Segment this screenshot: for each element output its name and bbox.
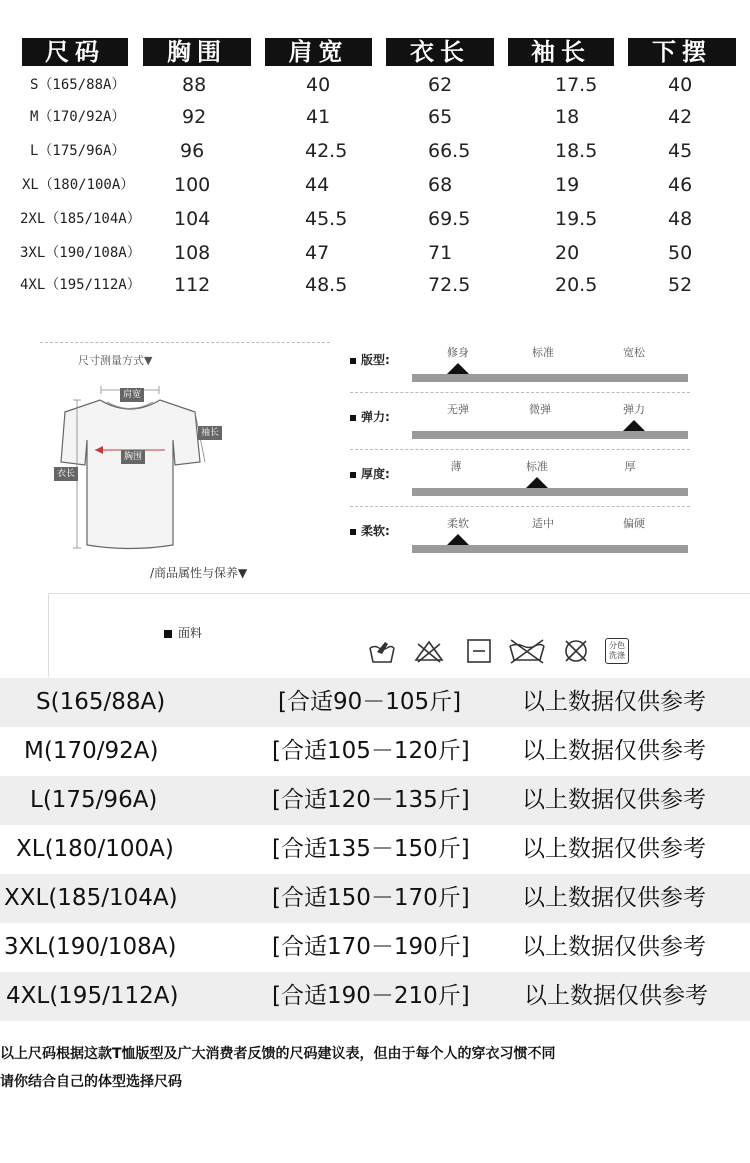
attr-name-text: 弹力:: [361, 410, 390, 424]
wash-separately-line2: 洗涤: [609, 651, 625, 660]
attr-option: 薄: [450, 460, 462, 473]
double-chevron-down-icon: ▼: [238, 566, 248, 580]
chest-cell: 92: [182, 106, 207, 128]
shoulder-cell: 44: [305, 174, 330, 196]
header-size: 尺码: [22, 38, 128, 66]
size-table: [0, 0, 750, 300]
shoulder-label: 肩宽: [120, 388, 144, 402]
table-row: [0, 100, 750, 134]
fit-range: [合适150－170斤]: [272, 885, 470, 911]
size-cell: S（165/88A）: [30, 77, 126, 93]
sleeve-label: 袖长: [198, 426, 222, 440]
attr-name: [350, 465, 390, 482]
header-shoulder: 肩宽: [265, 38, 372, 66]
header-length: 衣长: [386, 38, 494, 66]
tshirt-outline: [61, 400, 200, 549]
attr-option: 标准: [532, 346, 554, 359]
shoulder-cell: 47: [305, 242, 330, 264]
wash-separately-icon: [605, 638, 629, 664]
attr-option: 标准: [526, 460, 548, 473]
sleeve-cell: 20: [555, 242, 580, 264]
attr-option: 宽松: [623, 346, 645, 359]
square-bullet-icon: [164, 630, 172, 638]
sleeve-cell: 19.5: [555, 208, 598, 230]
fit-row: [0, 874, 750, 923]
fit-note: 以上数据仅供参考: [524, 983, 708, 1009]
fit-note: 以上数据仅供参考: [522, 689, 706, 715]
hem-cell: 40: [668, 74, 693, 96]
fit-range: [合适105－120斤]: [272, 738, 470, 764]
size-cell: 3XL（190/108A）: [20, 245, 141, 261]
length-label: 衣长: [54, 467, 78, 481]
fit-size: 4XL(195/112A): [6, 983, 179, 1009]
fabric-label: [164, 624, 202, 641]
attr-option: 修身: [447, 346, 469, 359]
attr-marker: [447, 534, 469, 545]
attr-option: 适中: [532, 517, 554, 530]
fit-size: M(170/92A): [24, 738, 159, 764]
fit-note: 以上数据仅供参考: [522, 738, 706, 764]
no-bleach-icon: [414, 638, 444, 664]
attr-row-fit: [350, 336, 690, 393]
fabric-care-box: [48, 593, 750, 677]
fabric-label-text: 面料: [178, 626, 203, 640]
chest-cell: 112: [174, 274, 211, 296]
attr-option: 柔软: [447, 517, 469, 530]
shoulder-cell: 40: [306, 74, 331, 96]
fit-size: XL(180/100A): [16, 836, 174, 862]
fit-row: [0, 678, 750, 727]
hem-cell: 45: [668, 140, 693, 162]
fit-row: [0, 825, 750, 874]
chest-cell: 108: [174, 242, 211, 264]
hand-wash-icon: [367, 638, 397, 664]
shoulder-cell: 48.5: [305, 274, 348, 296]
size-cell: M（170/92A）: [30, 109, 126, 125]
length-cell: 65: [428, 106, 453, 128]
shoulder-cell: 42.5: [305, 140, 348, 162]
chest-cell: 96: [180, 140, 205, 162]
fit-note: 以上数据仅供参考: [522, 934, 706, 960]
hem-cell: 50: [668, 242, 693, 264]
footnote: [0, 1040, 750, 1096]
triangle-down-icon: ▼: [144, 354, 153, 367]
fit-size: S(165/88A): [36, 689, 166, 715]
chest-cell: 100: [174, 174, 211, 196]
fit-range: [合适135－150斤]: [272, 836, 470, 862]
no-dry-clean-icon: [561, 638, 591, 664]
fit-range: [合适90－105斤]: [278, 689, 462, 715]
shoulder-cell: 45.5: [305, 208, 348, 230]
fit-row: [0, 923, 750, 972]
length-cell: 66.5: [428, 140, 471, 162]
measure-section: [0, 330, 750, 590]
fit-note: 以上数据仅供参考: [522, 836, 706, 862]
length-cell: 69.5: [428, 208, 471, 230]
attr-row-elasticity: [350, 393, 690, 450]
attr-option: 偏硬: [623, 517, 645, 530]
fit-row: [0, 727, 750, 776]
attr-name-text: 版型:: [361, 353, 390, 367]
attr-marker: [623, 420, 645, 431]
size-cell: 2XL（185/104A）: [20, 211, 141, 227]
attr-bar: [412, 488, 688, 496]
fit-note: 以上数据仅供参考: [522, 787, 706, 813]
header-sleeve: 袖长: [508, 38, 614, 66]
table-row: [0, 202, 750, 236]
fit-size: L(175/96A): [30, 787, 158, 813]
header-chest: 胸围: [143, 38, 251, 66]
footnote-line2: 请你结合自己的体型选择尺码: [0, 1074, 182, 1090]
product-attr-title: [150, 564, 247, 581]
sleeve-cell: 18.5: [555, 140, 598, 162]
size-cell: XL（180/100A）: [22, 177, 135, 193]
length-cell: 72.5: [428, 274, 471, 296]
square-bullet-icon: [350, 358, 356, 364]
length-cell: 68: [428, 174, 453, 196]
fit-row: [0, 972, 750, 1021]
table-row: [0, 168, 750, 202]
attr-bar: [412, 545, 688, 553]
length-cell: 71: [428, 242, 453, 264]
attr-row-softness: [350, 507, 690, 564]
attr-marker: [447, 363, 469, 374]
header-hem: 下摆: [628, 38, 736, 66]
attr-name: [350, 351, 390, 368]
measure-title-text: 尺寸测量方式: [78, 354, 144, 367]
sleeve-cell: 20.5: [555, 274, 598, 296]
dry-flat-icon: [464, 638, 494, 664]
fit-size: 3XL(190/108A): [4, 934, 177, 960]
square-bullet-icon: [350, 529, 356, 535]
measure-title: [78, 352, 152, 368]
shoulder-cell: 41: [306, 106, 331, 128]
no-tumble-dry-icon: [507, 638, 547, 664]
attr-name-text: 柔软:: [361, 524, 390, 538]
fit-size: XXL(185/104A): [4, 885, 178, 911]
hem-cell: 46: [668, 174, 693, 196]
attr-name: [350, 522, 390, 539]
sleeve-cell: 19: [555, 174, 580, 196]
square-bullet-icon: [350, 415, 356, 421]
square-bullet-icon: [350, 472, 356, 478]
attr-name: [350, 408, 390, 425]
chest-label: 胸围: [121, 450, 145, 464]
fit-note: 以上数据仅供参考: [522, 885, 706, 911]
wash-separately-line1: 分色: [609, 641, 625, 650]
attr-row-thickness: [350, 450, 690, 507]
attr-option: 弹力: [623, 403, 645, 416]
attr-bar: [412, 431, 688, 439]
footnote-line1: 以上尺码根据这款T恤版型及广大消费者反馈的尺码建议表，但由于每个人的穿衣习惯不同: [0, 1046, 556, 1062]
fit-range: [合适190－210斤]: [272, 983, 470, 1009]
product-attr-text: /商品属性与保养: [150, 566, 239, 580]
fit-row: [0, 776, 750, 825]
attr-option: 无弹: [447, 403, 469, 416]
table-row: [0, 236, 750, 270]
sleeve-cell: 17.5: [555, 74, 598, 96]
hem-cell: 42: [668, 106, 693, 128]
table-row: [0, 134, 750, 168]
attr-bar: [412, 374, 688, 382]
hem-cell: 52: [668, 274, 693, 296]
attr-option: 厚: [624, 460, 636, 473]
attr-name-text: 厚度:: [361, 467, 390, 481]
size-cell: L（175/96A）: [30, 143, 126, 159]
sleeve-cell: 18: [555, 106, 580, 128]
chest-cell: 104: [174, 208, 211, 230]
table-row: [0, 268, 750, 302]
length-cell: 62: [428, 74, 453, 96]
size-cell: 4XL（195/112A）: [20, 277, 141, 293]
table-row: [0, 68, 750, 102]
fit-range: [合适120－135斤]: [272, 787, 470, 813]
divider: [40, 342, 330, 343]
attr-marker: [526, 477, 548, 488]
attr-option: 微弹: [529, 403, 551, 416]
fit-range: [合适170－190斤]: [272, 934, 470, 960]
hem-cell: 48: [668, 208, 693, 230]
chest-cell: 88: [182, 74, 207, 96]
